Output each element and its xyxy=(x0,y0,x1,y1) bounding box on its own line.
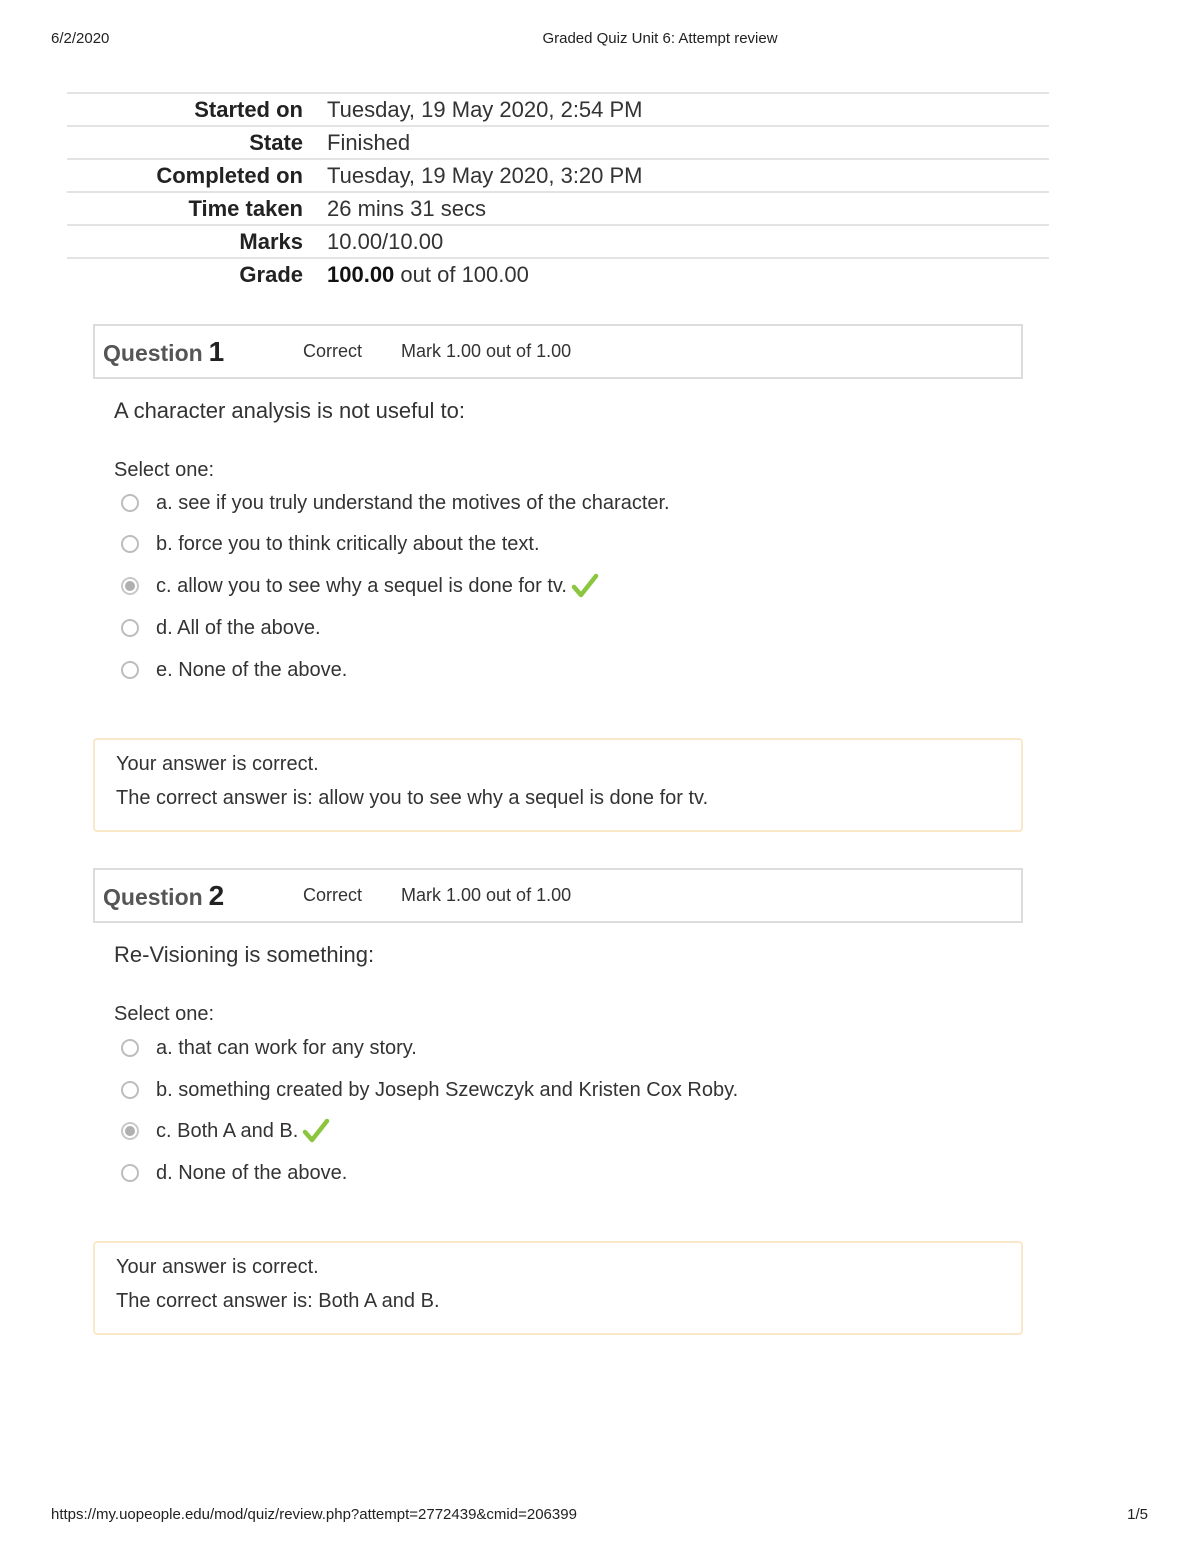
summary-row-started xyxy=(67,92,1049,125)
question-number: 1 xyxy=(208,335,225,367)
feedback-correct-answer: The correct answer is: Both A and B. xyxy=(116,1290,440,1312)
question-mark: Mark 1.00 out of 1.00 xyxy=(401,885,572,905)
question-1-feedback xyxy=(93,738,1023,832)
option-label: d. All of the above. xyxy=(156,616,321,639)
summary-value: 10.00/10.00 xyxy=(327,228,444,254)
summary-label: State xyxy=(249,129,303,155)
question-label: Question 2 xyxy=(103,879,225,911)
question-2-option-c[interactable] xyxy=(121,1116,330,1146)
summary-value: Finished xyxy=(327,129,411,155)
question-2-info xyxy=(93,868,1023,923)
summary-row-marks xyxy=(67,224,1049,257)
question-2-text: Re-Visioning is something: xyxy=(114,942,375,967)
radio-button[interactable] xyxy=(121,535,139,553)
question-1-info xyxy=(93,324,1023,379)
question-state: Correct xyxy=(303,885,363,905)
select-one-label: Select one: xyxy=(114,459,215,481)
question-2-option-b[interactable] xyxy=(121,1075,738,1105)
question-number: 2 xyxy=(208,879,225,911)
summary-value: Tuesday, 19 May 2020, 2:54 PM xyxy=(327,96,643,122)
print-title: Graded Quiz Unit 6: Attempt review xyxy=(542,30,778,47)
correct-check-icon xyxy=(302,1118,330,1144)
feedback-result: Your answer is correct. xyxy=(116,753,319,775)
option-label: b. something created by Joseph Szewczyk and Kristen Cox Roby. xyxy=(156,1078,739,1101)
radio-button-selected[interactable] xyxy=(121,1122,139,1140)
question-1-option-a[interactable] xyxy=(121,488,670,518)
question-2-option-a[interactable] xyxy=(121,1033,417,1063)
radio-button[interactable] xyxy=(121,619,139,637)
option-label: e. None of the above. xyxy=(156,658,348,681)
radio-button[interactable] xyxy=(121,494,139,512)
summary-value xyxy=(327,262,529,288)
option-label: a. that can work for any story. xyxy=(156,1036,417,1059)
question-state: Correct xyxy=(303,341,363,361)
radio-button[interactable] xyxy=(121,661,139,679)
question-1-option-b[interactable] xyxy=(121,529,540,559)
feedback-correct-answer: The correct answer is: allow you to see why a sequel is done for tv. xyxy=(116,787,709,809)
question-1-option-d[interactable] xyxy=(121,613,321,643)
option-label: a. see if you truly understand the motives of the character. xyxy=(156,491,670,514)
select-one-label: Select one: xyxy=(114,1003,215,1025)
option-label: c. Both A and B. xyxy=(156,1119,299,1142)
grade-out-of: out of 100.00 xyxy=(394,261,529,287)
option-label: c. allow you to see why a sequel is done for tv. xyxy=(156,574,567,597)
question-1-text: A character analysis is not useful to: xyxy=(114,398,465,423)
summary-value: 26 mins 31 secs xyxy=(327,195,486,221)
summary-label: Started on xyxy=(194,96,303,122)
feedback-result: Your answer is correct. xyxy=(116,1256,319,1278)
radio-button[interactable] xyxy=(121,1164,139,1182)
summary-row-time-taken xyxy=(67,191,1049,224)
summary-label: Grade xyxy=(239,261,303,287)
print-url: https://my.uopeople.edu/mod/quiz/review.php?attempt=2772439&cmid=206399 xyxy=(51,1506,577,1523)
summary-label: Completed on xyxy=(156,162,303,188)
summary-row-state xyxy=(67,125,1049,158)
radio-button[interactable] xyxy=(121,1039,139,1057)
summary-label: Time taken xyxy=(188,195,303,221)
radio-button-selected[interactable] xyxy=(121,577,139,595)
question-2-feedback xyxy=(93,1241,1023,1335)
option-label: d. None of the above. xyxy=(156,1161,348,1184)
question-mark: Mark 1.00 out of 1.00 xyxy=(401,341,572,361)
page-number: 1/5 xyxy=(1127,1506,1148,1523)
summary-row-grade xyxy=(67,257,1049,290)
radio-button[interactable] xyxy=(121,1081,139,1099)
question-label: Question 1 xyxy=(103,335,225,367)
print-date: 6/2/2020 xyxy=(51,30,110,47)
summary-label: Marks xyxy=(239,228,303,254)
summary-row-completed xyxy=(67,158,1049,191)
question-2-option-d[interactable] xyxy=(121,1158,347,1188)
attempt-summary-table xyxy=(67,92,1049,290)
summary-value: Tuesday, 19 May 2020, 3:20 PM xyxy=(327,162,643,188)
question-1-option-e[interactable] xyxy=(121,655,347,685)
grade-value: 100.00 xyxy=(327,261,395,287)
option-label: b. force you to think critically about the text. xyxy=(156,532,540,555)
question-1-option-c[interactable] xyxy=(121,571,599,601)
correct-check-icon xyxy=(571,573,599,599)
